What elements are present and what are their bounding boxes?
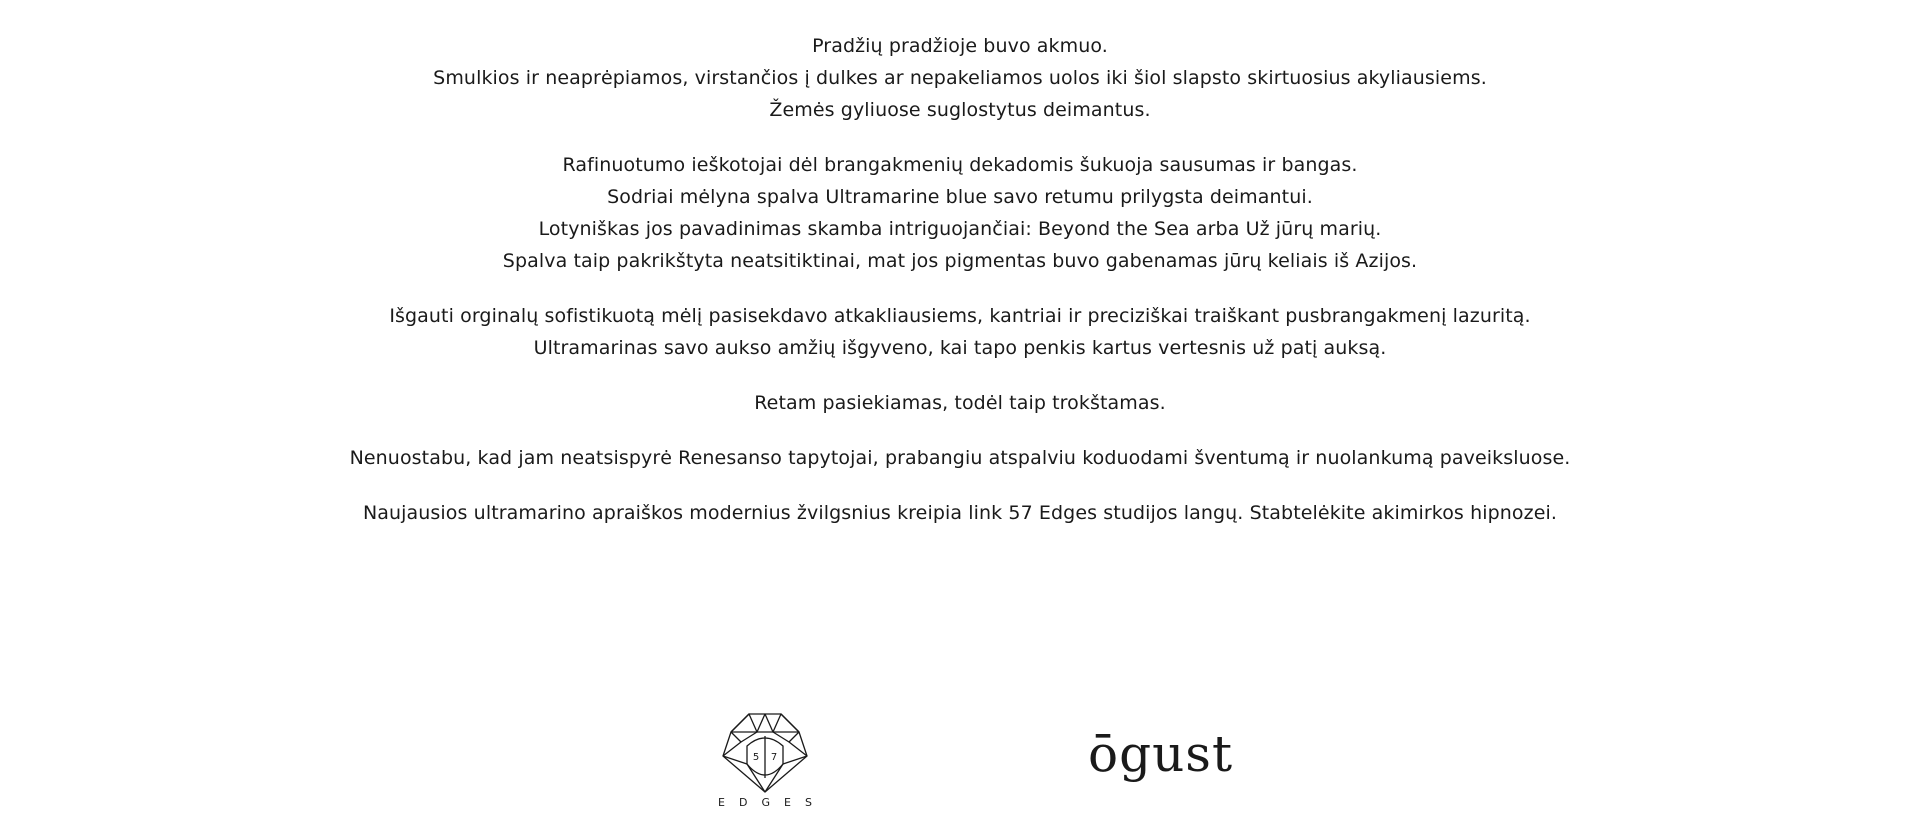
edges-number-left: 5: [752, 752, 760, 763]
partner-logos: [0, 712, 1920, 822]
diamond-icon: [717, 712, 813, 794]
story-paragraph-4: [0, 387, 1920, 419]
ogust-logo[interactable]: [1088, 724, 1233, 784]
story-line: Pradžių pradžioje buvo akmuo.: [812, 35, 1108, 57]
story-text: [0, 30, 1920, 552]
story-line: Rafinuotumo ieškotojai dėl brangakmenių dekadomis šukuoja sausumas ir bangas.: [562, 154, 1358, 176]
story-paragraph-6: [0, 497, 1920, 529]
57-edges-logo[interactable]: [700, 712, 830, 822]
story-line: Išgauti orginalų sofistikuotą mėlį pasisekdavo atkakliausiems, kantriai ir preciziškai traiškant pusbrangakmenį lazuritą.: [389, 305, 1531, 327]
edges-wordmark: EDGES: [718, 796, 826, 809]
story-line: Žemės gyliuose suglostytus deimantus.: [769, 99, 1151, 121]
ogust-wordmark: ōgust: [1088, 725, 1234, 783]
story-paragraph-2: [0, 149, 1920, 277]
story-paragraph-1: [0, 30, 1920, 126]
story-line: Nenuostabu, kad jam neatsispyrė Renesanso tapytojai, prabangiu atspalviu koduodami šventumą ir nuolankumą paveiksluose.: [349, 447, 1571, 469]
story-line: Spalva taip pakrikštyta neatsitiktinai, mat jos pigmentas buvo gabenamas jūrų keliais iš Azijos.: [502, 250, 1418, 272]
story-paragraph-5: [0, 442, 1920, 474]
edges-number-right: 7: [770, 752, 778, 763]
story-line: Smulkios ir neaprėpiamos, virstančios į dulkes ar nepakeliamos uolos iki šiol slapsto skirtuosius akyliausiems.: [433, 67, 1487, 89]
story-line: Ultramarinas savo aukso amžių išgyveno, kai tapo penkis kartus vertesnis už patį auksą.: [533, 337, 1387, 359]
story-paragraph-3: [0, 300, 1920, 364]
story-line: Lotyniškas jos pavadinimas skamba intriguojančiai: Beyond the Sea arba Už jūrų marių.: [538, 218, 1382, 240]
story-line: Retam pasiekiamas, todėl taip trokštamas.: [754, 392, 1166, 414]
story-line: Sodriai mėlyna spalva Ultramarine blue savo retumu prilygsta deimantui.: [607, 186, 1313, 208]
story-line: Naujausios ultramarino apraiškos modernius žvilgsnius kreipia link 57 Edges studijos langų. Stabtelėkite akimirkos hipnozei.: [362, 502, 1558, 524]
